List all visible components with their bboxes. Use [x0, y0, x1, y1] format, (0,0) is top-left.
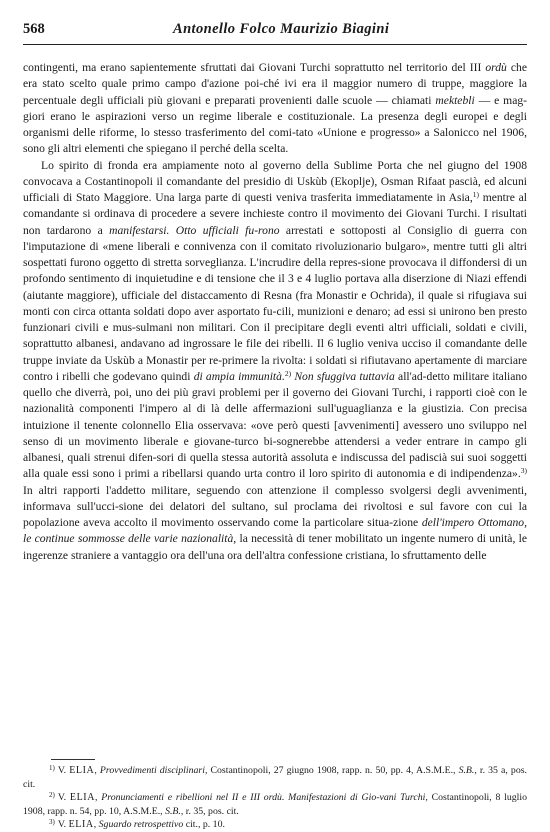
text-run: arrestati e sottoposti al Consiglio di guerra con l'imputazione di «mene liberali e connivenza con il comitato rivoluzionario bulgaro», mentre tutti gli altri sospettati furono oggetto di stretta sorveglianza. L'incrudire della repres-sione provocava il diffondersi di un profondo sentimento di inquietudine e di tensione che il 3 e 4 luglio portava alla diserzione di Niazi effendi (aiutante maggiore), ufficiale del distaccamento di Resna (fra Monastir e Ochrida), il quale si rifugiava sui monti con circa ottanta soldati dopo aver asportato fu-cili, munizioni e denaro; ad essi si unirono ben presto funzionari civili e mus-sulmani non militari. Con il precipitare degli eventi altri ufficiali, soldati e civili, soprattutto albanesi, andavano ad ingrossare le file dei ribelli. Il 6 luglio veniva ucciso il comandante delle truppe inviate da Uskùb a Monastir per re-primere la rivolta: i soldati si rifiutavano apertamente di marciare contro i ribelli che godevano quindi — [23, 223, 528, 383]
italic-text: Non sfuggiva tuttavia — [294, 369, 395, 383]
footnote-ref: 3) — [520, 466, 527, 476]
footnote — [23, 791, 527, 818]
footnote — [23, 818, 527, 832]
footnote-ref: 1) — [472, 190, 479, 199]
footnote-number: 2) — [49, 791, 55, 799]
text-run: mentre al comandante si ordinava di procedere a severe inchieste contro il movimento dei Giovani Turchi. I risultati non tardarono a — [23, 191, 527, 237]
text-run: Lo spirito di fronda era ampiamente noto al governo della Sublime Porta che nel giugno del 1908 convocava a Costantinopoli il comandante del presidio di Uskùb (Ekoplje), Osman Rifaat pascià, ed alcuni ufficiali di Stato Maggiore. Una larga parte di questi veniva trasferita immediatamente in Asia, — [23, 158, 527, 204]
footnote — [23, 764, 527, 791]
footnote-ref: 2) — [284, 368, 292, 378]
paragraph — [23, 158, 527, 564]
text-run: , — [94, 765, 100, 776]
page-header — [23, 21, 527, 41]
text-run: , r. 35 a, pos. cit. — [23, 765, 527, 790]
text-run: , — [93, 819, 99, 830]
italic-text: S.B. — [165, 805, 181, 817]
italic-text: dell'impero Ottomano, le continue sommosse delle varie nazionalità, — [23, 516, 527, 546]
italic-text: Sguardo retrospettivo — [98, 819, 184, 830]
footnotes — [23, 764, 527, 832]
header-rule — [23, 44, 527, 45]
footnote-separator — [51, 759, 95, 760]
text-run: — e mag-giori erano le aspirazioni verso un regime liberale e costituzionale. La presenza degli europei e degli organismi delle riforme, lo stesso trasferimento del comi-tato «Unione e progresso» a Salonicco nel 1906, sono gli altri elementi che spiegano il perché della scelta. — [23, 93, 527, 156]
text-run: contingenti, ma erano sapientemente sfruttati dai Giovani Turchi soprattutto nel territorio del III — [23, 61, 486, 74]
text-run: , Costantinopoli, 27 giugno 1908, rapp. n. 50, pp. 4, A.S.M.E., — [204, 765, 459, 776]
italic-text: Pronunciamenti e ribellioni nel II e III ordù. Manifestazioni di Gio-vani Turchi — [101, 792, 426, 803]
italic-text: S.B. — [458, 765, 475, 776]
italic-text: ordù — [485, 61, 507, 74]
italic-text: mektebli — [435, 93, 475, 107]
text-run: che era stato scelto quale primo campo d'azione poi-ché ivi era il maggior numero di truppe, maggiore la percentuale degli ufficiali più giovani e preparati provenienti dalle scuole — chiamati — [23, 61, 527, 107]
page-number: 568 — [23, 21, 45, 37]
text-run: In altri rapporti l'addetto militare, seguendo con attenzione il complesso svolgersi degli avvenimenti, informava sull'ucci-sione dei delatori del sultano, sul proclama dei rivoltosi e sul favore con cui la popolazione aveva accolto il movimento osservando come la particolare situa-zione — [23, 483, 527, 529]
paragraph — [23, 60, 527, 158]
text-run: V. — [57, 792, 70, 803]
text-run: , Costantinopoli, 8 luglio 1908, rapp. n. 54, pp. 10, A.S.M.E., — [23, 792, 527, 817]
italic-text: manifestarsi. Otto ufficiali fu-rono — [109, 223, 280, 237]
running-title: Antonello Folco Maurizio Biagini — [173, 21, 390, 37]
text-run: all'ad-detto militare italiano quello che diverrà, poi, uno dei più gravi problemi per il governo dei Giovani Turchi, i rapporti cioè con le nazionalità componenti l'impero al di là delle affermazioni sull'uguaglianza e la giustizia. Con precisa intuizione il tenente colonnello Elia osservava: «ove però questi [avvenimenti] avessero uno sviluppo nel senso di un movimento liberale e giovane-turco bi-sognerebbe attendersi a veder entrare in campo gli albanesi, quali strenui difen-sori di quella stessa autorità assoluta e indiscussa del padiscià sui suoi soggetti alla quale essi sono i primi a ribellarsi quando urta contro il loro spirito di autonomia e di indipendenza». — [23, 369, 527, 481]
text-run: cit., p. 10. — [183, 819, 225, 830]
italic-text: Provvedimenti disciplinari — [99, 765, 205, 776]
author-name: ELIA — [69, 765, 95, 776]
text-run: V. — [57, 765, 70, 776]
text-run: , — [95, 792, 102, 803]
author-name: ELIA — [69, 792, 96, 803]
main-text — [23, 60, 527, 564]
author-name: ELIA — [68, 819, 94, 830]
footnote-number: 3) — [49, 818, 55, 826]
italic-text: di ampia immunità. — [193, 369, 285, 383]
footnote-number: 1) — [49, 764, 55, 772]
text-run: la necessità di tener mobilitato un ingente numero di unità, le ingerenze straniere a vantaggio ora dell'una ora dell'altra confessione cristiana, lo sfruttamento delle — [23, 532, 528, 562]
text-run: , r. 35, pos. cit. — [180, 805, 239, 817]
text-run: V. — [57, 819, 69, 830]
